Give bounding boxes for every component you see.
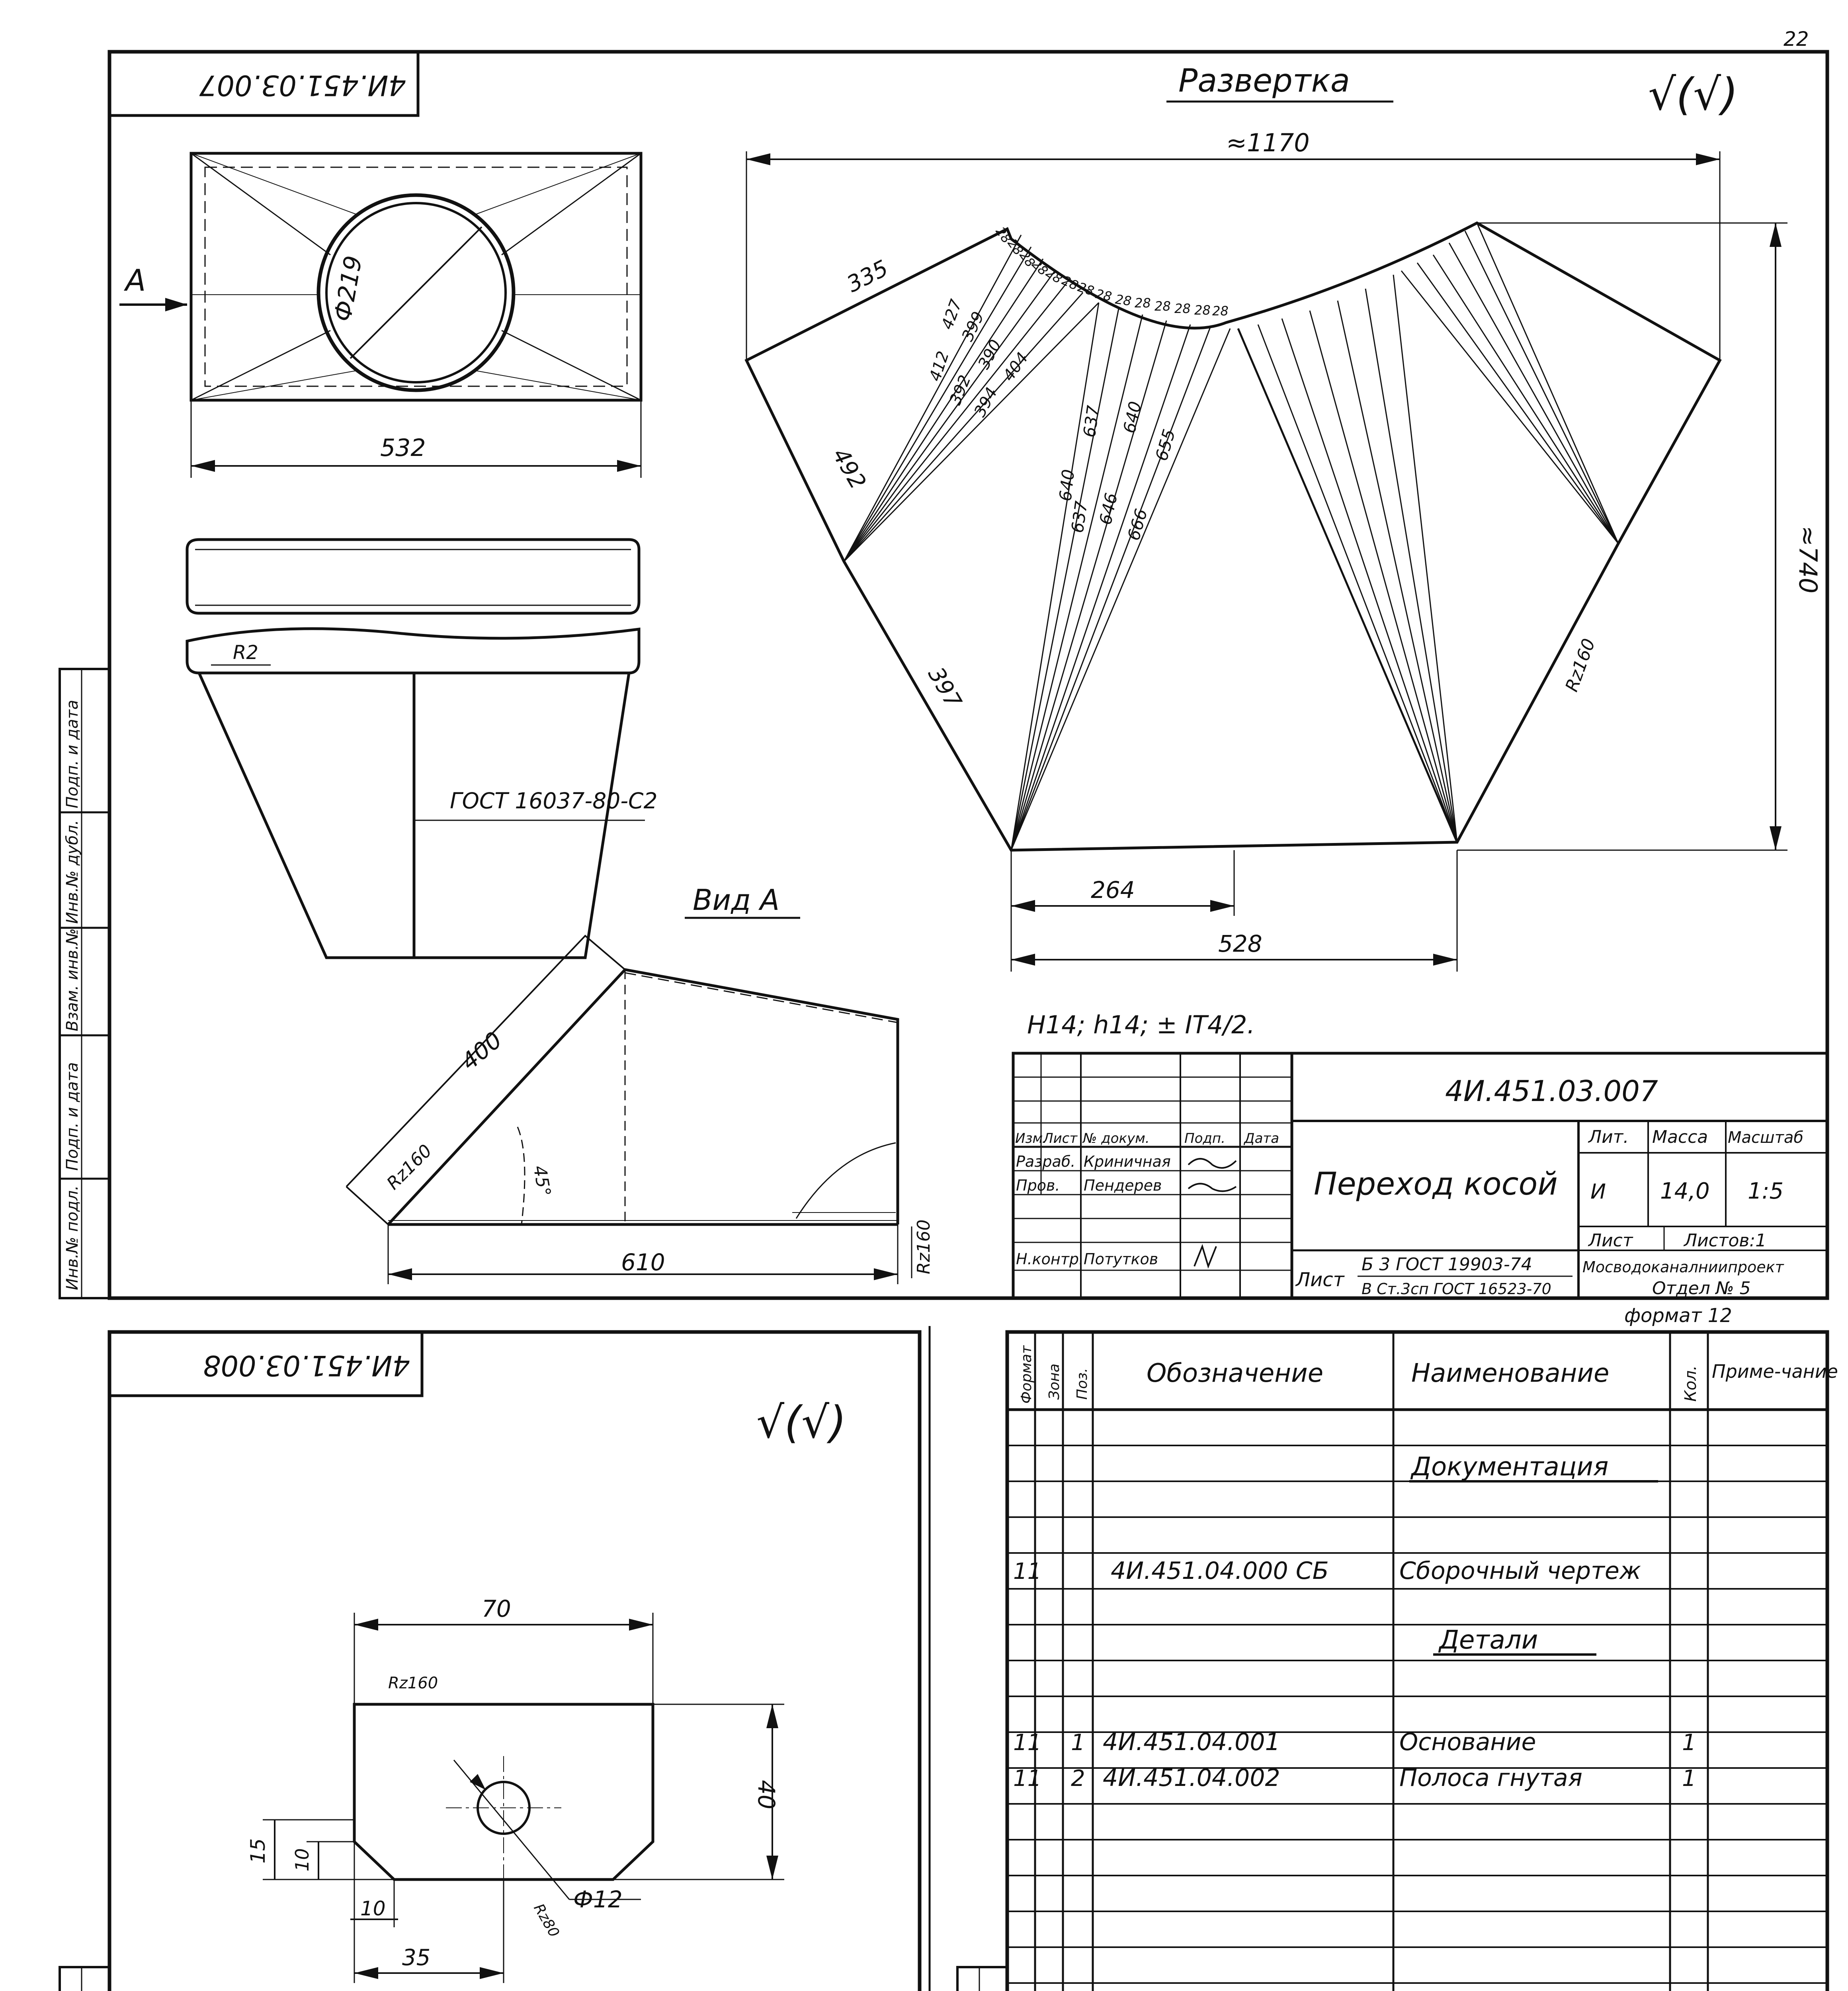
diameter-label: Ф219 (328, 253, 368, 324)
spec-row-format: 11 (1013, 1766, 1042, 1792)
dev-28: 28 (1016, 248, 1038, 270)
strip-label: Инв.№ дубл. (63, 820, 82, 924)
width-dim: 532 (380, 434, 426, 462)
dim-10-horiz: 10 (360, 1897, 386, 1920)
format-1: формат 12 (1624, 1305, 1732, 1327)
dev-28: 28 (1059, 272, 1081, 293)
tb1-name: Криничная (1084, 1153, 1171, 1170)
spec-row-designation: 4И.451.04.001 (1103, 1728, 1280, 1756)
spec-row-pos: 2 (1071, 1766, 1085, 1792)
roughness-symbol-1: √(√) (1648, 69, 1739, 120)
tb1-header: № докум. (1083, 1130, 1150, 1146)
tb1-name-title: Переход косой (1314, 1166, 1558, 1202)
spec-row-name: Полоса гнутая (1399, 1764, 1582, 1792)
dim-40: 40 (753, 1780, 780, 1809)
overall-width-dim: ≈1170 (1226, 128, 1310, 157)
view-a-title: Вид А (693, 883, 780, 917)
tb1-scale: 1:5 (1748, 1178, 1784, 1204)
spec-row-format: 11 (1013, 1730, 1042, 1756)
tb1-sheet-label: Лист (1588, 1230, 1633, 1251)
rz80: Rz80 (530, 1901, 563, 1940)
spec-row-qty: 1 (1682, 1766, 1696, 1792)
dev-28: 28 (992, 224, 1014, 246)
dim-35: 35 (402, 1945, 431, 1971)
razvertka-title: Развертка (1178, 62, 1350, 99)
dev-492: 492 (827, 444, 871, 494)
tb1-material-top: Б 3 ГОСТ 19903-74 (1362, 1254, 1532, 1275)
strip-label: Подп. и дата (63, 1062, 82, 1171)
spec-header-name: Наименование (1411, 1359, 1610, 1388)
tb1-designation: 4И.451.03.007 (1445, 1074, 1658, 1108)
dev-28: 28 (1135, 295, 1151, 311)
dev-28: 28 (1004, 236, 1026, 258)
spec-header-format: Формат (1018, 1345, 1035, 1404)
view-arrow-label: A (125, 263, 146, 298)
tb1-header: Лист (1043, 1130, 1078, 1146)
dev-397: 397 (922, 663, 967, 713)
tb1-header: Дата (1244, 1130, 1280, 1146)
tb1-scale-label: Масштаб (1728, 1128, 1804, 1147)
strip-label: Подп. и дата (63, 700, 82, 808)
tb1-mass-label: Масса (1652, 1127, 1708, 1147)
fan-mid-label: 640 (1055, 468, 1078, 503)
dim-610: 610 (621, 1249, 665, 1276)
spec-row-pos: 1 (1071, 1730, 1085, 1756)
dev-28: 28 (1155, 299, 1171, 314)
dim-15: 15 (246, 1838, 270, 1864)
fan-mid-label: 640 (1119, 399, 1145, 435)
spec-row-name: Сборочный чертеж (1399, 1557, 1641, 1585)
dev-28: 28 (1174, 301, 1191, 316)
dev-28: 28 (1076, 279, 1096, 299)
tb1-org1: Мосводоканалниипроект (1582, 1258, 1784, 1276)
tb1-header: Изм. (1015, 1130, 1047, 1146)
fan-left-label: 394 (971, 384, 1001, 420)
dev-264: 264 (1091, 876, 1135, 904)
code-mirrored-1: 4И.451.03.007 (199, 69, 406, 102)
page-number: 22 (1784, 27, 1809, 51)
spec-row-qty: 1 (1682, 1730, 1696, 1756)
dev-528: 528 (1218, 930, 1262, 957)
tb1-material-prefix: Лист (1296, 1269, 1344, 1291)
spec-row-designation: 4И.451.04.002 (1103, 1764, 1280, 1792)
spec-row-format: 11 (1013, 1559, 1042, 1584)
spec-header-zone: Зона (1046, 1363, 1063, 1400)
tb1-role: Н.контр. (1016, 1250, 1084, 1268)
fan-mid-label: 666 (1123, 507, 1151, 543)
code-mirrored-2: 4И.451.03.008 (203, 1349, 410, 1382)
fan-left-label: 390 (975, 336, 1005, 372)
fan-mid-label: 637 (1067, 500, 1092, 534)
rz160-view-a: Rz160 (383, 1140, 436, 1194)
spec-row-name: Документация (1411, 1452, 1609, 1482)
fan-mid-label: 646 (1095, 491, 1121, 527)
tb1-name: Пендерев (1084, 1177, 1162, 1194)
spec-row-name: Основание (1399, 1728, 1536, 1756)
spec-row-name: Детали (1439, 1625, 1538, 1655)
tb1-name: Потутков (1084, 1250, 1158, 1268)
radius-r2: R2 (233, 642, 258, 664)
hole-dim: Ф12 (573, 1886, 623, 1913)
dim-400: 400 (456, 1026, 507, 1076)
rz160-development: Rz160 (1561, 636, 1600, 694)
angle-45: 45° (529, 1164, 555, 1198)
tb1-lit-label: Лит. (1588, 1127, 1629, 1147)
fan-mid-label: 637 (1079, 404, 1104, 439)
dev-28: 28 (1029, 256, 1051, 279)
tb1-header: Подп. (1184, 1130, 1225, 1146)
spec-header-note: Приме-чание (1712, 1361, 1838, 1382)
tb1-sheets-label: Листов:1 (1684, 1230, 1767, 1251)
rz160-top: Rz160 (388, 1674, 438, 1692)
fan-left-label: 399 (958, 309, 988, 344)
dev-28: 28 (1114, 291, 1133, 309)
tb1-org2: Отдел № 5 (1652, 1278, 1751, 1299)
spec-header-pos: Поз. (1074, 1368, 1090, 1400)
tolerance-note-1: H14; h14; ± IT4/2. (1027, 1010, 1255, 1039)
fan-left-label: 404 (999, 349, 1032, 385)
dev-28: 28 (1212, 303, 1229, 319)
weld-note: ГОСТ 16037-80-С2 (450, 788, 658, 814)
spec-row-designation: 4И.451.04.000 СБ (1111, 1557, 1329, 1585)
dev-28: 28 (1043, 265, 1065, 287)
dim-10-vert: 10 (291, 1848, 313, 1872)
rz160-right: Rz160 (914, 1219, 934, 1274)
tb1-lit: И (1590, 1180, 1606, 1204)
tb1-role: Пров. (1016, 1177, 1060, 1194)
fan-left-label: 392 (946, 372, 975, 408)
fan-left-label: 412 (926, 349, 953, 384)
overall-height-dim: ≈740 (1793, 526, 1823, 594)
dev-28: 28 (1194, 303, 1211, 318)
tb1-material-bottom: В Ст.3сп ГОСТ 16523-70 (1362, 1280, 1551, 1298)
fan-left-label: 427 (938, 297, 966, 332)
spec-header-qty: Кол. (1682, 1365, 1700, 1402)
roughness-symbol-2: √(√) (756, 1397, 847, 1448)
fan-mid-label: 655 (1151, 427, 1179, 463)
dim-70: 70 (482, 1595, 511, 1622)
strip-label: Инв.№ подл. (63, 1185, 82, 1290)
dev-335: 335 (842, 255, 893, 298)
tb1-mass: 14,0 (1660, 1178, 1710, 1204)
tb1-role: Разраб. (1016, 1153, 1076, 1170)
strip-label: Взам. инв.№ (63, 928, 82, 1031)
spec-header-designation: Обозначение (1147, 1359, 1324, 1388)
dev-28: 28 (1094, 286, 1113, 305)
